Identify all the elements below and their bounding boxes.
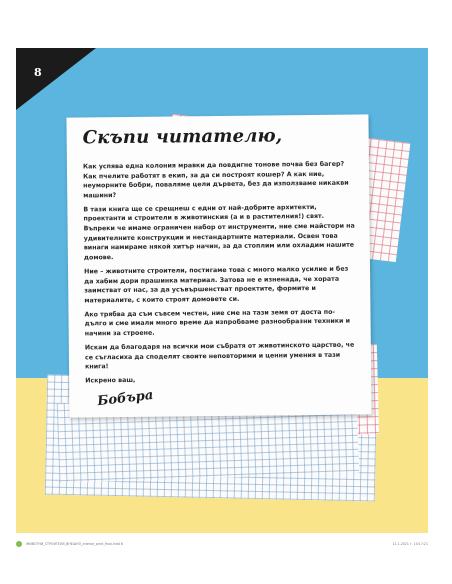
letter-paragraph-4: Ако трябва да съм съвсем честен, ние сме на тази земя от доста по-дълго и сме имали много време да изпробваме разнообразни техники и начини за строене.	[84, 308, 351, 338]
letter-paper	[66, 114, 371, 417]
letter-paragraph-1: Как успява една колония мравки да повдигне тонове почва без багер? Как пчелите работят в екип, за да си построят кошер? А как ние, неуморните бобри, поваляме цели дървета, без да използваме никакви машини?	[82, 160, 349, 200]
letter-content	[83, 125, 358, 410]
print-footer	[16, 541, 428, 551]
letter-closing: Искрено ваш,	[85, 377, 136, 385]
book-page	[16, 48, 428, 533]
letter-paragraph-3: Ние – животните строители, постигаме това с много малко усилие и без да хабим дори прашинка материал. Затова не е изненада, че хората заимстват от нас, за да усъвършенстват проектите, формите и материалите, с които строят домовете си.	[84, 265, 349, 305]
letter-paragraph-5: Искам да благодаря на всички мои събратя от животинското царство, че се съгласиха да споделят своите неповторими и ценни умения в тази книга!	[84, 341, 355, 371]
page-number: 8	[34, 66, 42, 79]
letter-greeting: Скъпи читателю,	[82, 125, 283, 149]
letter-paragraph-2: В тази книга ще се срещнеш с едни от най-добрите архитекти, проектанти и строители в животинския (а и в растителния!) свят. Въпреки че имаме ограничен набор от инструменти, ние сме майстори на удивителните конструкции и нестандартните материали. Освен това винаги намираме някой хитър начин, за да стоплим или охладим нашите домове.	[83, 203, 355, 262]
footer-timestamp: 11.1.2021 г. 10:17:21	[392, 542, 428, 546]
registration-mark-icon	[16, 541, 22, 547]
page-corner-triangle	[16, 48, 96, 110]
footer-filename: ЖИВОТНИ_СТРОИТЕЛИ_ВНЕШНО_interior_print_final.indd 8	[26, 542, 123, 546]
letter-signature: Бобъра	[96, 388, 155, 410]
